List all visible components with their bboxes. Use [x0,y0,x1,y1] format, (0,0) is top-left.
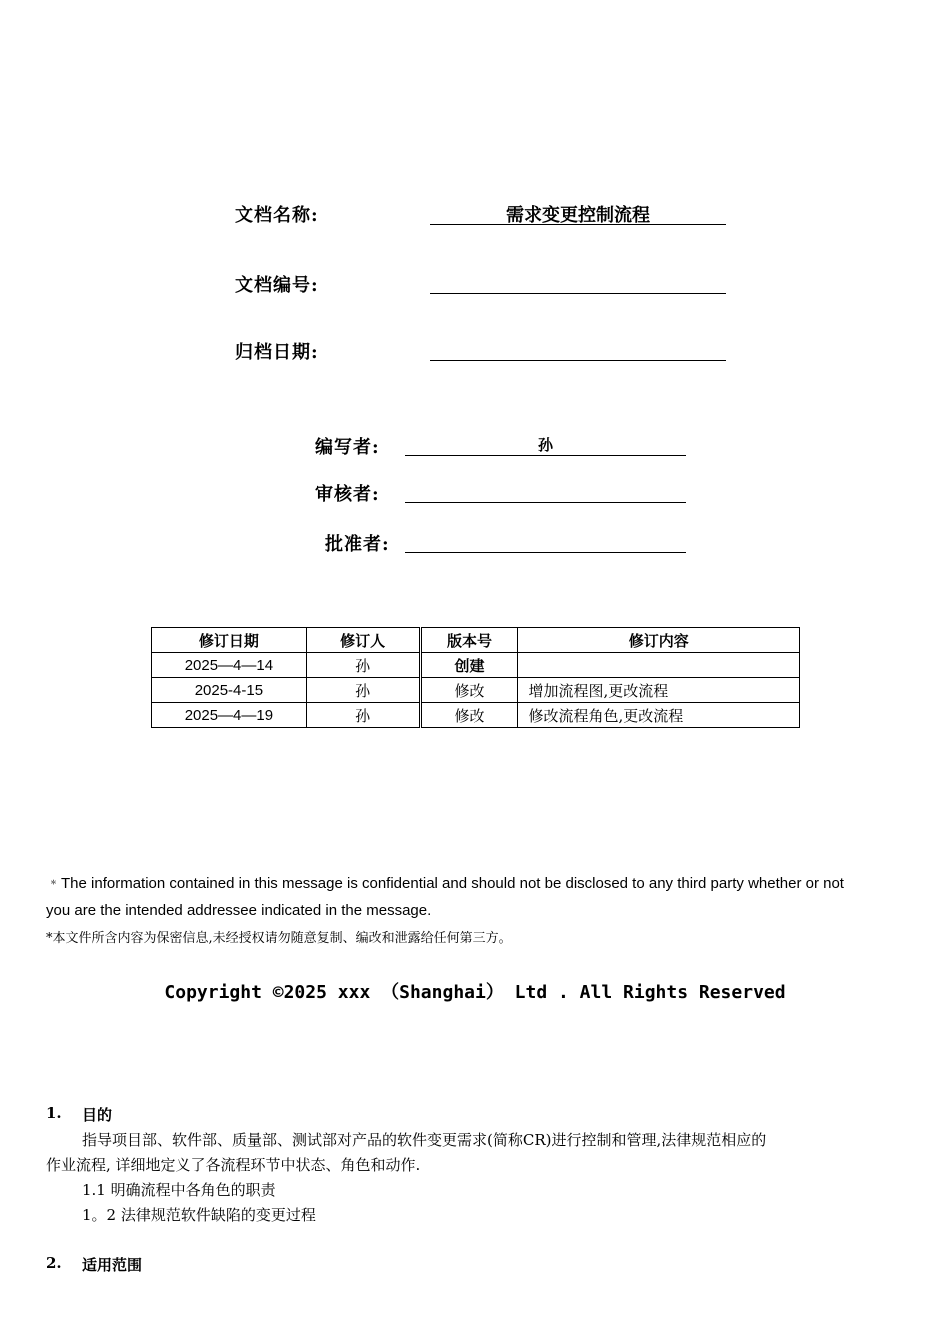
copyright-notice: Copyright ©2025 xxx （Shanghai） Ltd . All Rights Reserved [164,982,786,1003]
disclaimer-zh: *本文件所含内容为保密信息,未经授权请勿随意复制、编改和泄露给任何第三方。 [46,931,512,946]
reviewer-label: 审核者: [315,484,380,505]
reviewer-underline [405,502,686,503]
disclaimer-en-line1: ﹡The information contained in this message is confidential and should not be disclosed to any third party whether or not [46,875,844,892]
section-1-number: 1. [46,1104,62,1122]
author-underline [405,455,686,456]
section-2-title: 适用范围 [82,1256,143,1274]
row-version: 修改 [420,703,518,728]
header-reviser: 修订人 [306,628,420,653]
row-content: 增加流程图,更改流程 [518,678,800,703]
doc-number-underline [430,293,726,294]
doc-name-underline [430,224,726,225]
row-date: 2025—4—19 [152,703,307,728]
row-content [518,653,800,678]
header-version: 版本号 [420,628,518,653]
row-version: 修改 [420,678,518,703]
row-reviser: 孙 [306,653,420,678]
row-date: 2025-4-15 [152,678,307,703]
row-reviser: 孙 [306,678,420,703]
doc-name-value: 需求变更控制流程 [506,205,650,226]
header-revision-date: 修订日期 [152,628,307,653]
section-2-number: 2. [46,1254,62,1272]
section-1-item-1: 1.1 明确流程中各角色的职责 [82,1181,276,1199]
row-reviser: 孙 [306,703,420,728]
section-1-paragraph-line2: 作业流程, 详细地定义了各流程环节中状态、角色和动作. [46,1156,421,1174]
row-date: 2025—4—14 [152,653,307,678]
table-row [152,703,800,728]
doc-number-label: 文档编号: [235,275,319,296]
section-1-item-2: 1。2 法律规范软件缺陷的变更过程 [82,1206,316,1224]
table-row [152,678,800,703]
author-label: 编写者: [315,437,380,458]
approver-underline [405,552,686,553]
row-content: 修改流程角色,更改流程 [518,703,800,728]
header-content: 修订内容 [518,628,800,653]
archive-date-label: 归档日期: [235,342,319,363]
doc-name-label: 文档名称: [235,205,319,226]
author-value: 孙 [537,436,553,454]
revision-table [151,627,800,728]
section-1-title: 目的 [82,1106,113,1124]
row-version: 创建 [420,653,518,678]
approver-label: 批准者: [325,534,390,555]
section-1-paragraph-line1: 指导项目部、软件部、质量部、测试部对产品的软件变更需求(简称CR)进行控制和管理,法律规范相应的 [82,1131,767,1149]
revision-table-header [152,628,800,653]
disclaimer-en-line2: you are the intended addressee indicated in the message. [46,902,432,919]
table-row [152,653,800,678]
archive-date-underline [430,360,726,361]
